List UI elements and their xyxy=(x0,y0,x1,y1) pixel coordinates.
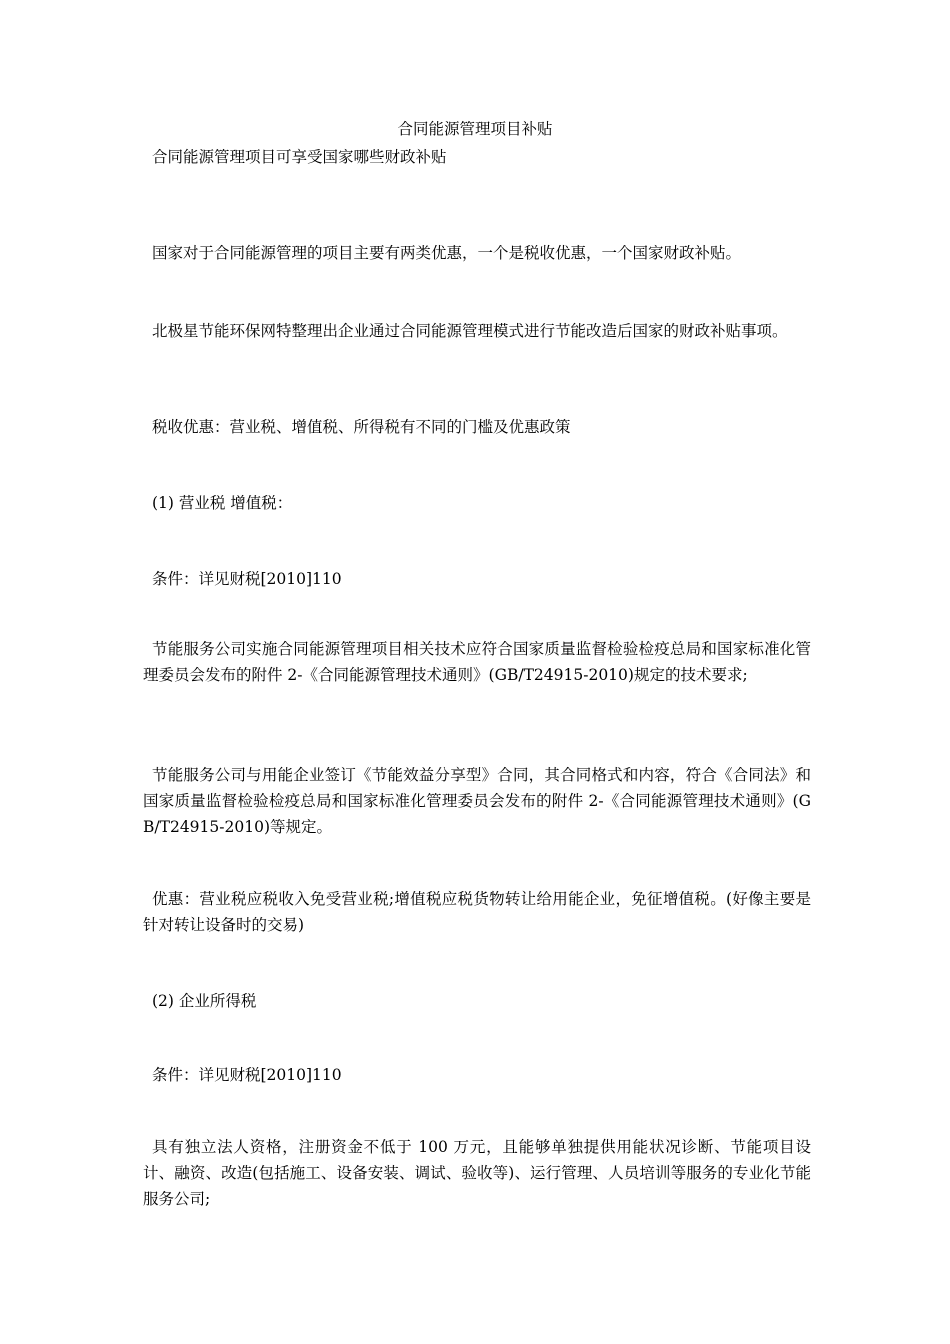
technical-requirement-paragraph: 节能服务公司实施合同能源管理项目相关技术应符合国家质量监督检验检疫总局和国家标准化管理委员会发布的附件 2-《合同能源管理技术通则》(GB/T24915-2010)规定的技术要求; xyxy=(143,640,811,684)
tax-incentive-heading: 税收优惠：营业税、增值税、所得税有不同的门槛及优惠政策 xyxy=(152,418,571,436)
contract-requirement-paragraph: 节能服务公司与用能企业签订《节能效益分享型》合同，其合同格式和内容，符合《合同法》和国家质量监督检验检疫总局和国家标准化管理委员会发布的附件 2-《合同能源管理技术通则》(GB/T24915-2010)等规定。 xyxy=(143,766,811,836)
subtitle-paragraph: 合同能源管理项目可享受国家哪些财政补贴 xyxy=(152,148,447,166)
section-2-heading: (2) 企业所得税 xyxy=(152,992,257,1010)
source-paragraph: 北极星节能环保网特整理出企业通过合同能源管理模式进行节能改造后国家的财政补贴事项。 xyxy=(152,322,788,340)
benefit-paragraph: 优惠：营业税应税收入免受营业税;增值税应税货物转让给用能企业，免征增值税。(好像主要是针对转让设备时的交易) xyxy=(143,890,811,934)
intro-paragraph: 国家对于合同能源管理的项目主要有两类优惠，一个是税收优惠，一个国家财政补贴。 xyxy=(152,244,742,262)
document-title: 合同能源管理项目补贴 xyxy=(397,120,553,138)
condition-paragraph-2: 条件：详见财税[2010]110 xyxy=(152,1066,342,1084)
section-1-heading: (1) 营业税 增值税： xyxy=(152,494,293,512)
company-qualification-paragraph: 具有独立法人资格，注册资金不低于 100 万元，且能够单独提供用能状况诊断、节能项目设计、融资、改造(包括施工、设备安装、调试、验收等)、运行管理、人员培训等服务的专业化节能服务公司; xyxy=(143,1138,811,1208)
condition-paragraph-1: 条件：详见财税[2010]110 xyxy=(152,570,342,588)
